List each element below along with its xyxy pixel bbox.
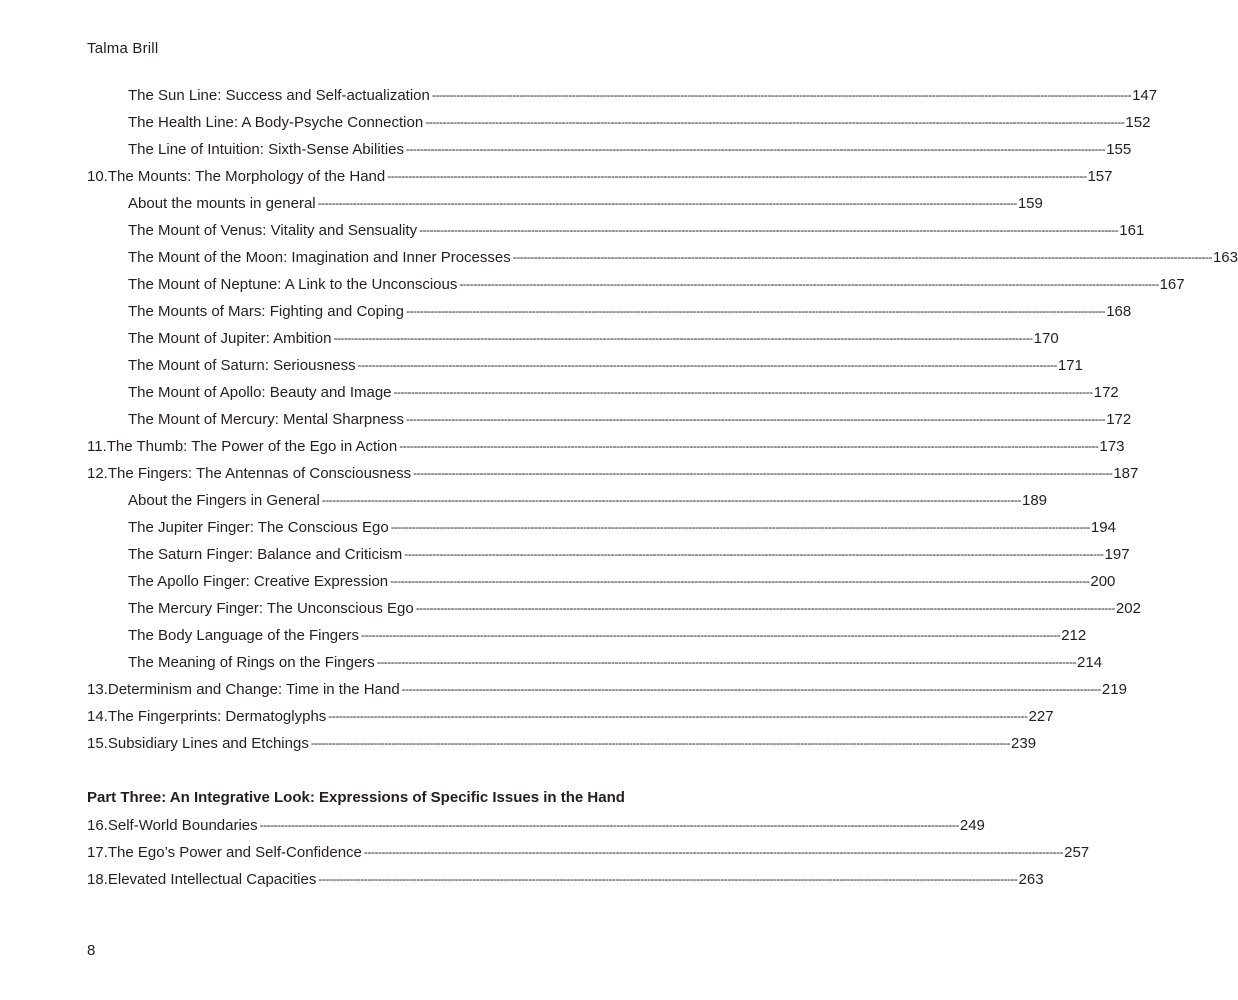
toc-entry-page: 219: [1101, 681, 1127, 698]
toc-entry-title: The Ego’s Power and Self-Confidence: [107, 844, 362, 861]
toc-entry-page: 170: [1033, 330, 1059, 347]
toc-entry-number: 18.: [87, 871, 108, 888]
toc-entry-number: 10.: [87, 168, 108, 185]
toc-entry-page: 200: [1090, 573, 1116, 590]
toc-entry: [128, 300, 1132, 324]
toc-entry-page: 157: [1087, 168, 1113, 185]
page-number: 8: [87, 942, 96, 959]
toc-entry-title: The Apollo Finger: Creative Expression: [128, 573, 389, 590]
toc-entry: [128, 408, 1132, 432]
toc-entry-title: The Mount of Saturn: Seriousness: [128, 357, 356, 374]
toc-entry-page: 155: [1106, 141, 1132, 158]
dot-leader: --------------------------------------------------------------------------------------------------------------------------------------------------------------------------------------------------------: [512, 250, 1212, 264]
toc-entry-title: The Mount of Mercury: Mental Sharpness: [128, 411, 404, 428]
dot-leader: --------------------------------------------------------------------------------------------------------------------------------------------------------------------------------------------------------: [413, 466, 1113, 480]
toc-entry-page: 159: [1017, 195, 1043, 212]
toc-entry-title: The Sun Line: Success and Self-actualization: [128, 87, 430, 104]
toc-entry: [128, 381, 1119, 405]
toc-entry-page: 152: [1125, 114, 1151, 131]
toc-entry-page: 167: [1159, 276, 1185, 293]
dot-leader: --------------------------------------------------------------------------------------------------------------------------------------------------------------------------------------------------------: [393, 385, 1093, 399]
toc-entry: [87, 841, 1090, 865]
toc-entry: [87, 165, 1113, 189]
toc-entry-page: 249: [959, 817, 985, 834]
toc-entry: [128, 327, 1059, 351]
toc-entry: [128, 651, 1103, 675]
toc-entry: [128, 570, 1116, 594]
toc-entry-title: About the mounts in general: [128, 195, 316, 212]
toc-entry-number: 17.: [87, 844, 108, 861]
toc-entry-page: 171: [1057, 357, 1083, 374]
toc-entry-title: The Meaning of Rings on the Fingers: [128, 654, 375, 671]
toc-entry-page: 239: [1011, 735, 1037, 752]
toc-entry-page: 161: [1119, 222, 1145, 239]
toc-entry-page: 212: [1061, 627, 1087, 644]
toc-entry: [128, 516, 1116, 540]
toc-entry-number: 11.: [87, 438, 107, 455]
dot-leader: --------------------------------------------------------------------------------------------------------------------------------------------------------------------------------------------------------: [333, 331, 1033, 345]
dot-leader: --------------------------------------------------------------------------------------------------------------------------------------------------------------------------------------------------------: [328, 709, 1028, 723]
toc-entry-title: The Fingerprints: Dermatoglyphs: [107, 708, 327, 725]
running-header-author: Talma Brill: [87, 40, 159, 57]
dot-leader: --------------------------------------------------------------------------------------------------------------------------------------------------------------------------------------------------------: [361, 628, 1061, 642]
toc-entry-title: Self-World Boundaries: [107, 817, 258, 834]
toc-entry-title: The Mounts: The Morphology of the Hand: [107, 168, 386, 185]
toc-entry-title: The Body Language of the Fingers: [128, 627, 359, 644]
toc-entry-page: 173: [1099, 438, 1125, 455]
dot-leader: --------------------------------------------------------------------------------------------------------------------------------------------------------------------------------------------------------: [390, 574, 1090, 588]
dot-leader: --------------------------------------------------------------------------------------------------------------------------------------------------------------------------------------------------------: [318, 872, 1018, 886]
dot-leader: --------------------------------------------------------------------------------------------------------------------------------------------------------------------------------------------------------: [317, 196, 1017, 210]
toc-entry-title: The Fingers: The Antennas of Consciousness: [107, 465, 412, 482]
toc-entry: [128, 543, 1130, 567]
toc-entry-number: 14.: [87, 708, 108, 725]
dot-leader: --------------------------------------------------------------------------------------------------------------------------------------------------------------------------------------------------------: [405, 304, 1106, 318]
toc-entry: [87, 462, 1139, 486]
toc-entry: [128, 246, 1238, 270]
toc-entry-page: 194: [1090, 519, 1116, 536]
toc-entry-title: Determinism and Change: Time in the Hand: [107, 681, 400, 698]
toc-entry: [128, 111, 1151, 135]
dot-leader: --------------------------------------------------------------------------------------------------------------------------------------------------------------------------------------------------------: [404, 547, 1104, 561]
dot-leader: --------------------------------------------------------------------------------------------------------------------------------------------------------------------------------------------------------: [390, 520, 1090, 534]
toc-entry-page: 172: [1093, 384, 1119, 401]
toc-entry: [87, 435, 1125, 459]
toc-entry-title: The Mount of Jupiter: Ambition: [128, 330, 332, 347]
dot-leader: --------------------------------------------------------------------------------------------------------------------------------------------------------------------------------------------------------: [376, 655, 1077, 669]
toc-entry: [128, 489, 1048, 513]
toc-entry-number: 13.: [87, 681, 108, 698]
toc-entry: [87, 814, 985, 838]
toc-entry-page: 214: [1077, 654, 1103, 671]
toc-entry: [87, 732, 1037, 756]
toc-entry-title: The Mount of the Moon: Imagination and Inner Processes: [128, 249, 511, 266]
dot-leader: --------------------------------------------------------------------------------------------------------------------------------------------------------------------------------------------------------: [363, 845, 1064, 859]
toc-entry-page: 168: [1106, 303, 1132, 320]
toc-entry-title: The Mercury Finger: The Unconscious Ego: [128, 600, 414, 617]
toc-entry: [128, 138, 1132, 162]
dot-leader: --------------------------------------------------------------------------------------------------------------------------------------------------------------------------------------------------------: [321, 493, 1021, 507]
dot-leader: --------------------------------------------------------------------------------------------------------------------------------------------------------------------------------------------------------: [425, 115, 1125, 129]
dot-leader: --------------------------------------------------------------------------------------------------------------------------------------------------------------------------------------------------------: [357, 358, 1057, 372]
toc-entry-title: The Saturn Finger: Balance and Criticism: [128, 546, 403, 563]
dot-leader: --------------------------------------------------------------------------------------------------------------------------------------------------------------------------------------------------------: [459, 277, 1159, 291]
dot-leader: --------------------------------------------------------------------------------------------------------------------------------------------------------------------------------------------------------: [401, 682, 1101, 696]
toc-entry-title: The Mounts of Mars: Fighting and Coping: [128, 303, 404, 320]
toc-entry-number: 15.: [87, 735, 108, 752]
toc-entry-page: 257: [1064, 844, 1090, 861]
dot-leader: --------------------------------------------------------------------------------------------------------------------------------------------------------------------------------------------------------: [415, 601, 1115, 615]
toc-entry-title: The Health Line: A Body-Psyche Connection: [128, 114, 424, 131]
dot-leader: --------------------------------------------------------------------------------------------------------------------------------------------------------------------------------------------------------: [431, 88, 1132, 102]
toc-entry: [128, 84, 1158, 108]
toc-entry: [87, 868, 1044, 892]
toc-entry-page: 202: [1115, 600, 1141, 617]
part-three-heading: Part Three: An Integrative Look: Expressions of Specific Issues in the Hand: [87, 789, 625, 806]
dot-leader: --------------------------------------------------------------------------------------------------------------------------------------------------------------------------------------------------------: [387, 169, 1087, 183]
dot-leader: --------------------------------------------------------------------------------------------------------------------------------------------------------------------------------------------------------: [259, 818, 959, 832]
toc-entry-page: 263: [1018, 871, 1044, 888]
toc-entry-page: 187: [1113, 465, 1139, 482]
toc-entry-title: Elevated Intellectual Capacities: [107, 871, 317, 888]
toc-entry-title: The Mount of Neptune: A Link to the Unconscious: [128, 276, 458, 293]
toc-entry: [128, 597, 1141, 621]
toc-entry-title: The Jupiter Finger: The Conscious Ego: [128, 519, 389, 536]
toc-entry: [128, 354, 1083, 378]
toc-entry-title: The Line of Intuition: Sixth-Sense Abilities: [128, 141, 404, 158]
toc-entry: [87, 678, 1127, 702]
toc-entry-number: 12.: [87, 465, 108, 482]
toc-entry: [128, 219, 1145, 243]
toc-entry-title: The Mount of Venus: Vitality and Sensuality: [128, 222, 418, 239]
toc-entry-title: About the Fingers in General: [128, 492, 320, 509]
toc-entry-page: 197: [1104, 546, 1130, 563]
toc-entry-page: 172: [1106, 411, 1132, 428]
toc-entry-title: The Mount of Apollo: Beauty and Image: [128, 384, 392, 401]
toc-entry: [128, 192, 1043, 216]
dot-leader: --------------------------------------------------------------------------------------------------------------------------------------------------------------------------------------------------------: [419, 223, 1119, 237]
dot-leader: --------------------------------------------------------------------------------------------------------------------------------------------------------------------------------------------------------: [406, 142, 1106, 156]
toc-entry: [128, 273, 1185, 297]
toc-entry: [87, 705, 1054, 729]
toc-entry-title: The Thumb: The Power of the Ego in Action: [106, 438, 398, 455]
dot-leader: --------------------------------------------------------------------------------------------------------------------------------------------------------------------------------------------------------: [399, 439, 1099, 453]
toc-entry: [128, 624, 1087, 648]
toc-entry-page: 147: [1132, 87, 1158, 104]
toc-entry-page: 189: [1022, 492, 1048, 509]
dot-leader: --------------------------------------------------------------------------------------------------------------------------------------------------------------------------------------------------------: [405, 412, 1106, 426]
toc-entry-page: 227: [1028, 708, 1054, 725]
dot-leader: --------------------------------------------------------------------------------------------------------------------------------------------------------------------------------------------------------: [310, 736, 1011, 750]
toc-entry-number: 16.: [87, 817, 108, 834]
toc-entry-page: 163: [1212, 249, 1238, 266]
toc-entry-title: Subsidiary Lines and Etchings: [107, 735, 309, 752]
